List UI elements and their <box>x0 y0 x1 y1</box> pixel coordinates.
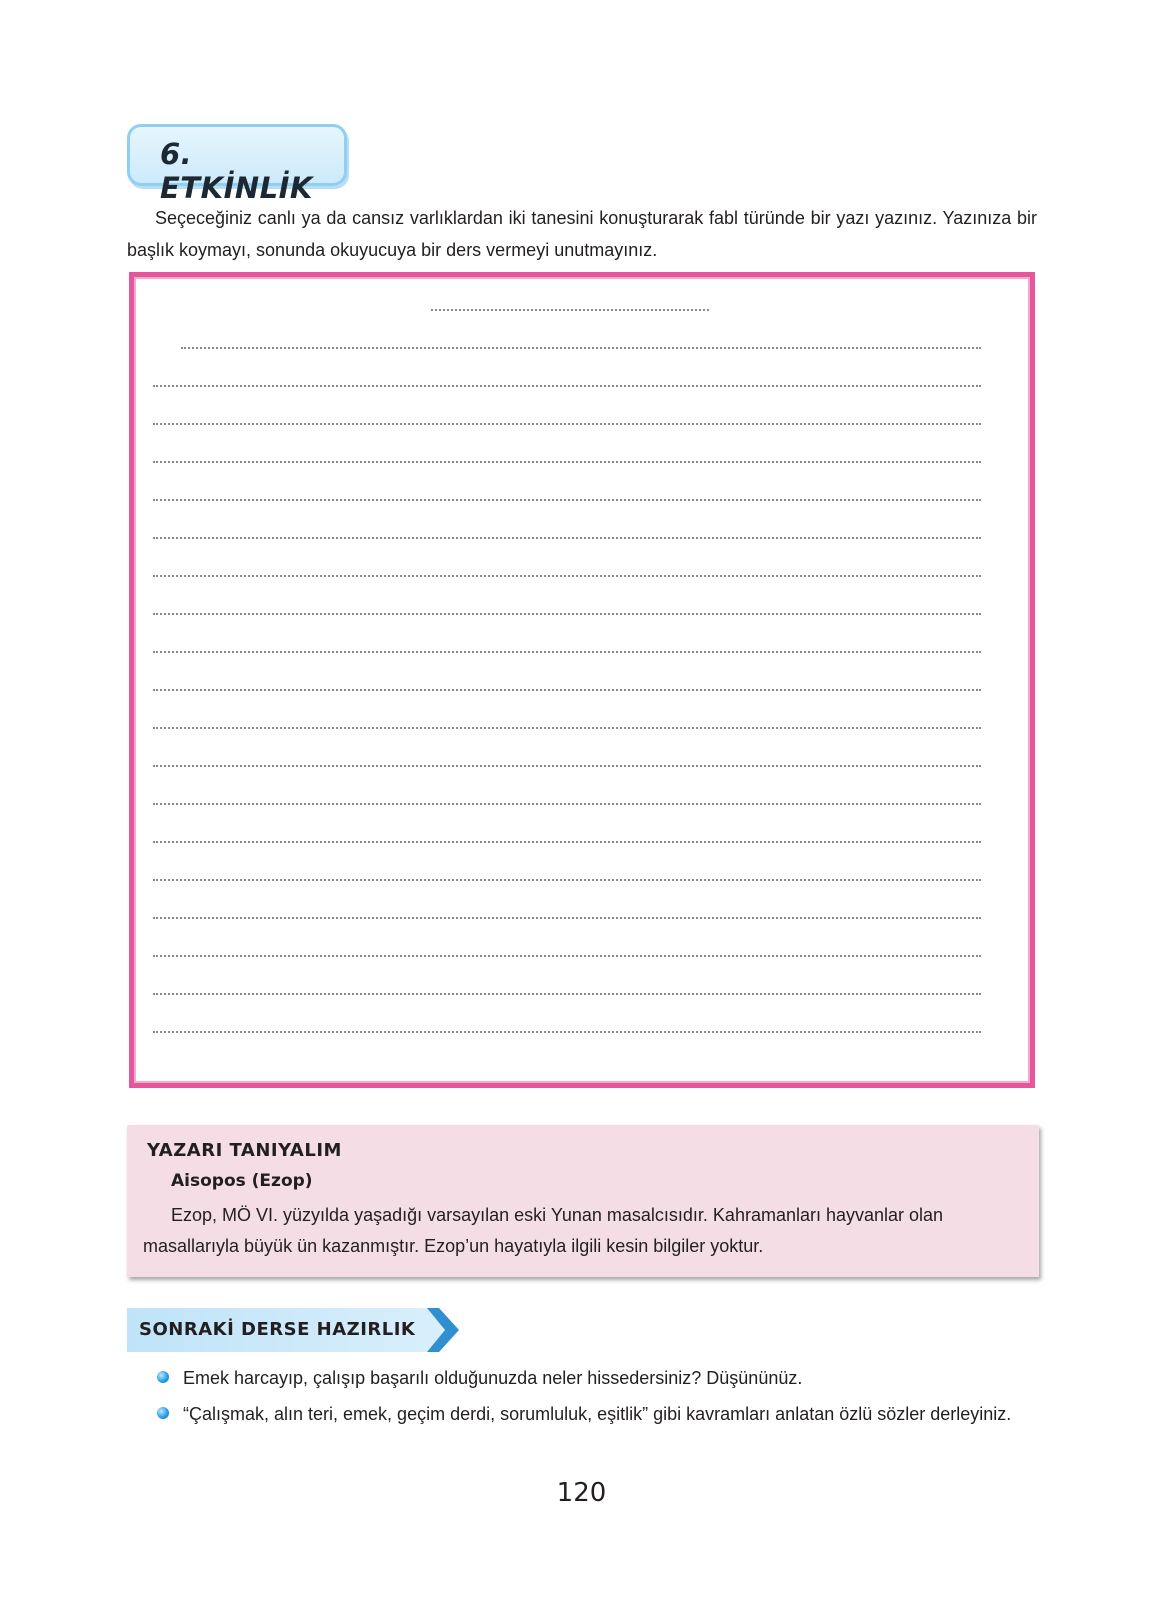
writing-line[interactable] <box>153 879 981 881</box>
writing-area[interactable] <box>129 272 1035 1088</box>
next-lesson-heading: SONRAKİ DERSE HAZIRLIK <box>139 1319 416 1340</box>
writing-line[interactable] <box>153 955 981 957</box>
writing-line[interactable] <box>153 423 981 425</box>
writing-line[interactable] <box>153 727 981 729</box>
list-item-text: Emek harcayıp, çalışıp başarılı olduğunuzda neler hissedersiniz? Düşününüz. <box>183 1368 803 1388</box>
writing-line[interactable] <box>153 385 981 387</box>
activity-title-badge <box>127 124 347 205</box>
writing-line[interactable] <box>153 917 981 919</box>
bullet-icon <box>157 1371 169 1383</box>
author-info-heading: YAZARI TANIYALIM <box>147 1140 342 1161</box>
writing-line[interactable] <box>153 499 981 501</box>
writing-line[interactable] <box>153 613 981 615</box>
author-info-box <box>127 1125 1039 1277</box>
list-item <box>127 1362 1039 1394</box>
author-name: Aisopos (Ezop) <box>171 1171 313 1191</box>
writing-line[interactable] <box>153 575 981 577</box>
writing-line[interactable] <box>153 803 981 805</box>
writing-line[interactable] <box>153 841 981 843</box>
writing-line[interactable] <box>153 765 981 767</box>
activity-title: 6. ETKİNLİK <box>160 137 313 205</box>
author-info-paragraph <box>143 1200 1025 1262</box>
writing-line[interactable] <box>181 347 981 349</box>
title-line[interactable] <box>431 309 709 311</box>
instructions-text: Seçeceğiniz canlı ya da cansız varlıklardan iki tanesini konuşturarak fabl türünde bir yazı yazınız. Yazınıza bir başlık koymayı, sonunda okuyucuya bir ders vermeyi unutmayınız. <box>127 208 1037 260</box>
activity-instructions <box>127 202 1037 266</box>
writing-line[interactable] <box>153 689 981 691</box>
page-number: 120 <box>556 1478 607 1508</box>
writing-line[interactable] <box>153 1031 981 1033</box>
bullet-icon <box>157 1407 169 1419</box>
writing-line[interactable] <box>153 461 981 463</box>
next-lesson-banner <box>127 1308 467 1352</box>
list-item-text: “Çalışmak, alın teri, emek, geçim derdi, sorumluluk, eşitlik” gibi kavramları anlatan özlü sözler derleyiniz. <box>183 1404 1012 1424</box>
writing-line[interactable] <box>153 537 981 539</box>
list-item <box>127 1398 1039 1430</box>
writing-line[interactable] <box>153 651 981 653</box>
author-info-text: Ezop, MÖ VI. yüzyılda yaşadığı varsayılan eski Yunan masalcısıdır. Kahramanları hayvanlar olan masallarıyla büyük ün kazanmıştır. Ezop’un hayatıyla ilgili kesin bilgiler yoktur. <box>143 1205 944 1256</box>
writing-line[interactable] <box>153 993 981 995</box>
